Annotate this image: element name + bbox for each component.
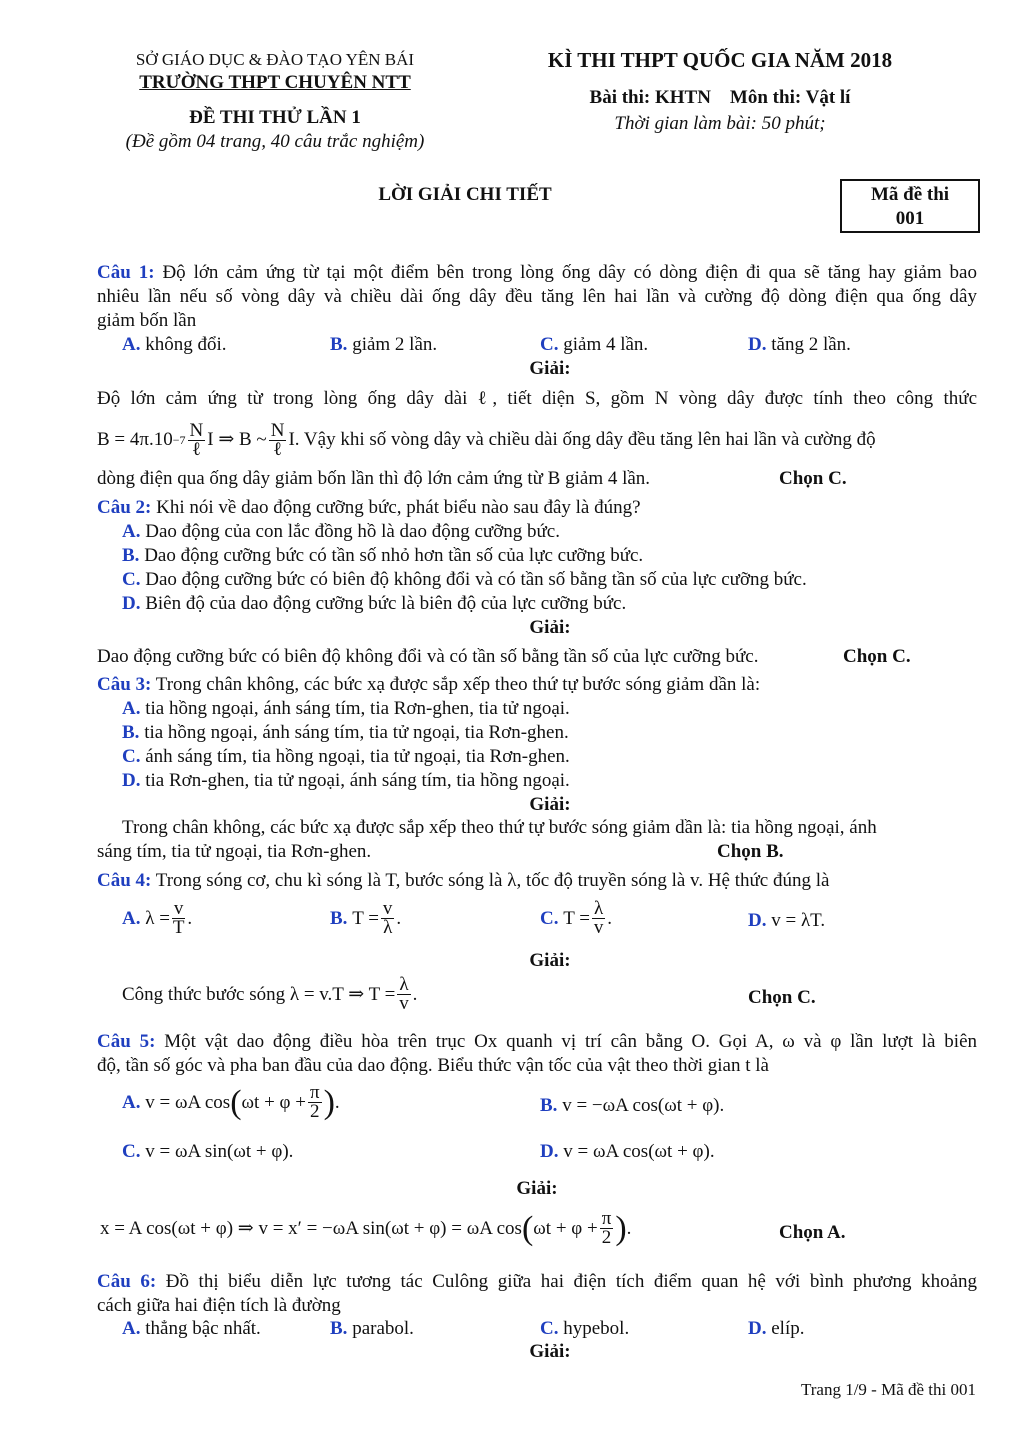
question-5-option-a: A. v = ωA cos ( ωt + φ + $\frac{\pi}{2}$ ) . bbox=[122, 1082, 340, 1122]
question-6-option-b: B. parabol. bbox=[330, 1318, 414, 1339]
question-5-line-1: Câu 5: Một vật dao động điều hòa trên trục Ox quanh vị trí cân bằng O. Gọi A, ω và φ lần lượt là biên bbox=[97, 1031, 977, 1052]
question-4-solution-heading: Giải: bbox=[529, 950, 571, 971]
question-1-answer: Chọn C. bbox=[779, 468, 847, 489]
question-3-option-c: C. ánh sáng tím, tia hồng ngoại, tia tử ngoại, tia Rơn-ghen. bbox=[122, 746, 570, 767]
question-3-line: Câu 3: Trong chân không, các bức xạ được sắp xếp theo thứ tự bước sóng giảm dần là: bbox=[97, 674, 761, 695]
question-5-option-b: B. v = −ωA cos(ωt + φ). bbox=[540, 1095, 725, 1116]
question-2-option-d: D. Biên độ của dao động cưỡng bức là biên độ của lực cưỡng bức. bbox=[122, 593, 627, 614]
question-2-option-a: A. Dao động của con lắc đồng hồ là dao động cưỡng bức. bbox=[122, 521, 560, 542]
exam-code-value: 001 bbox=[895, 208, 925, 229]
question-2-line: Câu 2: Khi nói về dao động cưỡng bức, phát biểu nào sau đây là đúng? bbox=[97, 497, 641, 518]
question-3-label: Câu 3: bbox=[97, 674, 152, 695]
question-6-label: Câu 6: bbox=[97, 1271, 157, 1292]
question-2-solution: Dao động cưỡng bức có biên độ không đổi và có tần số bằng tần số của lực cưỡng bức. bbox=[97, 646, 759, 667]
question-6-line-1: Câu 6: Đồ thị biểu diễn lực tương tác Culông giữa hai điện tích điểm quan hệ với bình phương khoảng bbox=[97, 1271, 978, 1292]
test-note: (Đề gồm 04 trang, 40 câu trắc nghiệm) bbox=[125, 131, 425, 152]
question-5-line-2: độ, tần số góc và pha ban đầu của dao động. Biểu thức vận tốc của vật theo thời gian t là bbox=[97, 1055, 769, 1076]
solution-title: LỜI GIẢI CHI TIẾT bbox=[378, 184, 552, 205]
exam-title: KÌ THI THPT QUỐC GIA NĂM 2018 bbox=[547, 48, 893, 72]
question-1-option-d: D. tăng 2 lần. bbox=[748, 334, 851, 355]
question-4-option-a: A. λ = $\frac{v}{T}$ . bbox=[122, 898, 193, 938]
question-6-option-c: C. hypebol. bbox=[540, 1318, 630, 1339]
department-name: SỞ GIÁO DỤC & ĐÀO TẠO YÊN BÁI bbox=[135, 50, 415, 69]
question-3-option-b: B. tia hồng ngoại, ánh sáng tím, tia tử ngoại, tia Rơn-ghen. bbox=[122, 722, 569, 743]
school-name: TRƯỜNG THPT CHUYÊN NTT bbox=[139, 72, 411, 93]
question-5-solution: x = A cos(ωt + φ) ⇒ v = x′ = −ωA sin(ωt + φ) = ωA cos ( ωt + φ + $\frac{\pi}{2}$ ) . bbox=[100, 1208, 632, 1248]
question-2-answer: Chọn C. bbox=[843, 646, 911, 667]
question-6-solution-heading: Giải: bbox=[529, 1341, 571, 1362]
question-2-option-c: C. Dao động cưỡng bức có biên độ không đổi và có tần số bằng tần số của lực cưỡng bức. bbox=[122, 569, 807, 590]
page-footer: Trang 1/9 - Mã đề thi 001 bbox=[800, 1380, 976, 1399]
question-4-solution: Công thức bước sóng λ = v.T ⇒ T = $\frac{\lambda}{v}$ . bbox=[122, 974, 418, 1014]
question-1-line-2: nhiêu lần nếu số vòng dây và chiều dài ống dây đều tăng lên hai lần và cường độ dòng điện qua ống dây bbox=[97, 286, 977, 307]
question-2-option-b: B. Dao động cưỡng bức có tần số nhỏ hơn tần số của lực cưỡng bức. bbox=[122, 545, 644, 566]
question-3-option-d: D. tia Rơn-ghen, tia tử ngoại, ánh sáng tím, tia hồng ngoại. bbox=[122, 770, 570, 791]
exam-code-label: Mã đề thi bbox=[870, 184, 950, 205]
question-4-label: Câu 4: bbox=[97, 870, 152, 891]
question-1-line-3: giảm bốn lần bbox=[97, 310, 197, 331]
question-5-option-d: D. v = ωA cos(ωt + φ). bbox=[540, 1141, 715, 1162]
question-1-solution-heading: Giải: bbox=[529, 358, 571, 379]
question-1-option-a: A. không đổi. bbox=[122, 334, 227, 355]
question-3-solution-heading: Giải: bbox=[529, 794, 571, 815]
question-4-line: Câu 4: Trong sóng cơ, chu kì sóng là T, bước sóng là λ, tốc độ truyền sóng là v. Hệ thức đúng là bbox=[97, 870, 830, 891]
question-3-solution-line-2: sáng tím, tia tử ngoại, tia Rơn-ghen. bbox=[97, 841, 372, 862]
question-6-line-2: cách giữa hai điện tích là đường bbox=[97, 1295, 341, 1316]
question-1-line-1: Câu 1: Độ lớn cảm ứng từ tại một điểm bên trong lòng ống dây có dòng điện đi qua sẽ tăng hay giảm bao bbox=[97, 262, 977, 283]
question-2-label: Câu 2: bbox=[97, 497, 152, 518]
question-1-solution-line-1: Độ lớn cảm ứng từ trong lòng ống dây dài ℓ, tiết diện S, gồm N vòng dây được tính theo công thức bbox=[97, 388, 977, 409]
question-6-option-d: D. elíp. bbox=[748, 1318, 805, 1339]
question-1-label: Câu 1: bbox=[97, 262, 155, 283]
question-4-option-d: D. v = λT. bbox=[748, 910, 826, 931]
question-1-solution-line-3: dòng điện qua ống dây giảm bốn lần thì độ lớn cảm ứng từ B giảm 4 lần. bbox=[97, 468, 651, 489]
question-3-solution-line-1: Trong chân không, các bức xạ được sắp xếp theo thứ tự bước sóng giảm dần là: tia hồng ngoại, ánh bbox=[122, 817, 877, 838]
question-5-answer: Chọn A. bbox=[779, 1222, 846, 1243]
question-5-option-c: C. v = ωA sin(ωt + φ). bbox=[122, 1141, 294, 1162]
question-3-answer: Chọn B. bbox=[717, 841, 784, 862]
fraction-n-over-l-2: $\frac{N}{\text{ℓ}}$ bbox=[270, 419, 285, 460]
question-3-option-a: A. tia hồng ngoại, ánh sáng tím, tia Rơn-ghen, tia tử ngoại. bbox=[122, 698, 570, 719]
question-1-option-b: B. giảm 2 lần. bbox=[330, 334, 438, 355]
question-2-solution-heading: Giải: bbox=[529, 617, 571, 638]
question-4-option-b: B. T = $\frac{v}{\lambda}$ . bbox=[330, 898, 402, 938]
test-name: ĐỀ THI THỬ LẦN 1 bbox=[189, 107, 361, 128]
fraction-n-over-l: $\frac{N}{\text{ℓ}}$ bbox=[189, 419, 204, 460]
question-1-option-c: C. giảm 4 lần. bbox=[540, 334, 649, 355]
question-5-label: Câu 5: bbox=[97, 1031, 156, 1052]
exam-code-box bbox=[840, 179, 980, 233]
question-4-answer: Chọn C. bbox=[748, 987, 816, 1008]
exam-subject: Bài thi: KHTN Môn thi: Vật lí bbox=[589, 87, 851, 108]
question-1-formula-line: B = 4π.10 −7 $\frac{N}{\text{ℓ}}$ I ⇒ B ~ $\frac{N}{\text{ℓ}}$ I. Vậy khi số vòng dây và chiều dài ống dây đều tăng lên hai lần và cường độ bbox=[97, 419, 876, 460]
question-5-solution-heading: Giải: bbox=[516, 1178, 558, 1199]
question-6-option-a: A. thẳng bậc nhất. bbox=[122, 1318, 261, 1339]
question-4-option-c: C. T = $\frac{\lambda}{v}$ . bbox=[540, 898, 612, 938]
exam-time: Thời gian làm bài: 50 phút; bbox=[614, 113, 826, 134]
